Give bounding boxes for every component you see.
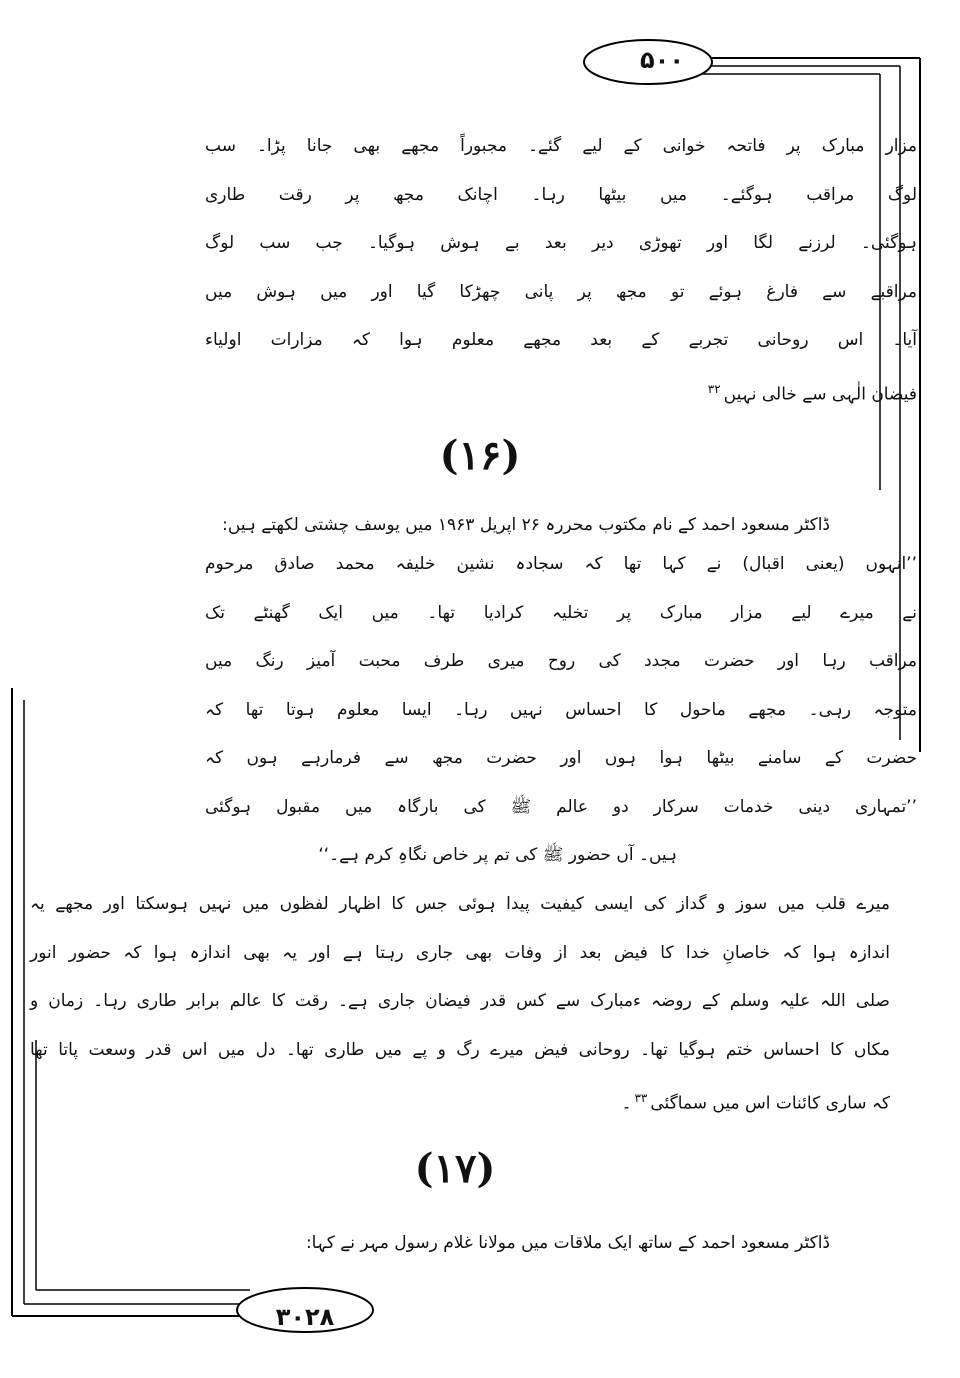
page-number-bottom: ۳۰۲۸: [275, 1303, 335, 1331]
quoted-passage: [205, 540, 917, 880]
footnote-marker: ۳۳: [634, 1091, 648, 1105]
quote-line: نے میرے لیے مزار مبارک پر تخلیہ کرادیا تھا۔ میں ایک گھنٹے تک: [205, 602, 917, 623]
paragraph-3: [30, 880, 890, 1128]
section-heading-16: (۱۶): [439, 432, 521, 479]
paragraph-3-line: میرے قلب میں سوز و گداز کی ایسی کیفیت پیدا ہوئی جس کا اظہار لفظوں میں نہیں ہوسکتا اور مجھے یہ: [30, 894, 890, 914]
paragraph-1-line: مزار مبارک پر فاتحہ خوانی کے لیے گئے۔ مجبوراً مجھے بھی جانا پڑا۔ سب: [205, 136, 917, 156]
paragraph-1-last-line: [205, 365, 917, 419]
quote-line: حضرت کے سامنے بیٹھا ہوا ہوں اور حضرت مجھ سے فرمارہے ہوں کہ: [205, 748, 917, 768]
paragraph-1-line: ہوگئی۔ لرزنے لگا اور تھوڑی دیر بعد بے ہوش ہوگیا۔ جب سب لوگ: [205, 233, 917, 253]
paragraph-1: [205, 122, 917, 419]
paragraph-1-line: مراقبے سے فارغ ہوئے تو مجھ پر پانی چھڑکا گیا اور میں ہوش میں: [205, 281, 917, 302]
section-16-intro: ڈاکٹر مسعود احمد کے نام مکتوب محررہ ۲۶ اپریل ۱۹۶۳ میں یوسف چشتی لکھتے ہیں:: [222, 515, 830, 535]
page-number-top: ۵۰۰: [640, 46, 684, 74]
paragraph-1-line: لوگ مراقب ہوگئے۔ میں بیٹھا رہا۔ اچانک مجھ پر رقت طاری: [205, 184, 917, 205]
paragraph-1-line-text: فیضان الٰہی سے خالی نہیں: [723, 384, 917, 405]
quote-line: ’’تمہاری دینی خدمات سرکار دو عالم ﷺ کی بارگاہ میں مقبول ہوگئی: [205, 796, 917, 817]
quote-line: ’’انہوں (یعنی اقبال) نے کہا تھا کہ سجادہ نشین خلیفہ محمد صادق مرحوم: [205, 554, 917, 574]
quote-line: متوجہ رہی۔ مجھے ماحول کا احساس نہیں رہا۔ ایسا معلوم ہوتا تھا کہ: [205, 699, 917, 720]
paragraph-3-last-line: کہ ساری کائنات اس میں سماگئی$^{۳۳}$۔: [621, 1091, 890, 1114]
quote-line: مراقب رہا اور حضرت مجدد کی روح میری طرف محبت آمیز رنگ میں: [205, 651, 917, 671]
quote-last-line: ہیں۔ آں حضور ﷺ کی تم پر خاص نگاہِ کرم ہے۔‘‘: [318, 845, 677, 865]
paragraph-1-line: آیا۔ اس روحانی تجربے کے بعد مجھے معلوم ہوا کہ مزارات اولیاء: [205, 330, 917, 350]
section-heading-17: (۱۷): [414, 1145, 496, 1192]
footnote-marker: ۳۲: [707, 381, 721, 396]
paragraph-3-line: صلی اللہ علیہ وسلم کے روضہ ءمبارک سے کس قدر فیضان جاری ہے۔ رقت کا عالم برابر طاری رہا۔ زمان و: [30, 991, 890, 1011]
paragraph-3-line: اندازہ ہوا کہ خاصانِ خدا کا فیض بعد از وفات بھی جاری رہتا ہے اور یہ بھی اندازہ ہوا کہ حضور انور: [30, 942, 890, 963]
paragraph-3-line: مکاں کا احساس ختم ہوگیا تھا۔ روحانی فیض میرے رگ و پے میں طاری تھا۔ دل میں اس قدر وسعت پاتا تھا: [30, 1039, 890, 1060]
section-17-intro: ڈاکٹر مسعود احمد کے ساتھ ایک ملاقات میں مولانا غلام رسول مہر نے کہا:: [305, 1233, 830, 1253]
paragraph-3-line-text: کہ ساری کائنات اس میں سماگئی: [650, 1093, 890, 1114]
